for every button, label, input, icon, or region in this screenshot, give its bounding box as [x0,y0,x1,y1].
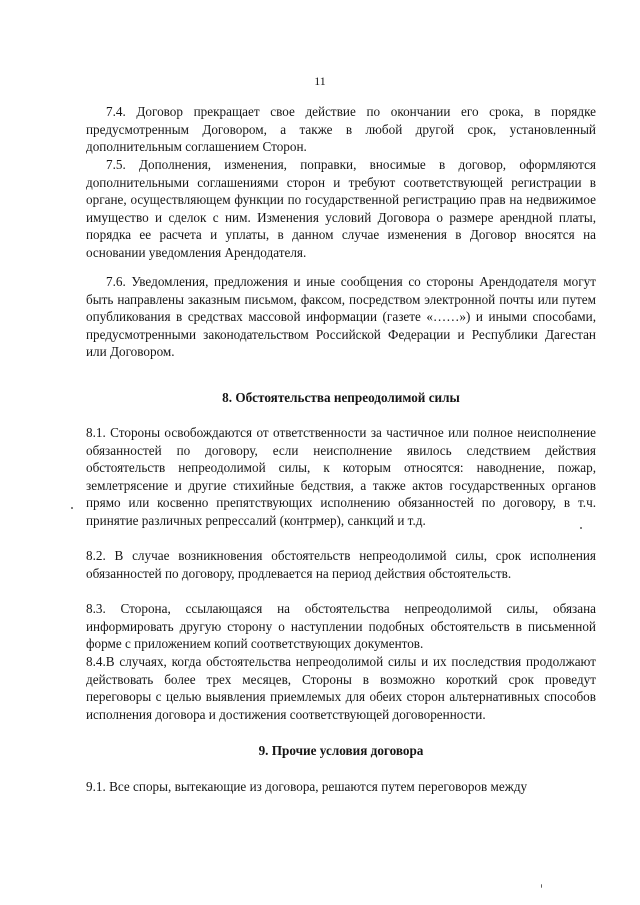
section-9-heading: 9. Прочие условия договора [258,743,424,758]
clause-8-1: 8.1. Стороны освобождаются от ответственности за частичное или полное неисполнение обязанностей по договору, если неисполнение явилось следствием действия обстоятельств непреодолимой силы, к которым относятся: наводнение, пожар, землетрясение и другие стихийные бедствия, а также актов государственных органов прямо или косвенно препятствующих исполнению обязанностей по договору, в т.ч. принятие различных репрессалий (контрмер), санкций и т.д. [86,425,596,528]
scan-speck [580,527,582,529]
clause-7-4: 7.4. Договор прекращает свое действие по окончании его срока, в порядке предусмотренным Договором, а также в любой другой срок, установленный дополнительным соглашением Сторон. [86,104,596,155]
clause-7-5: 7.5. Дополнения, изменения, поправки, вносимые в договор, оформляются дополнительными соглашениями сторон и требуют соответствующей регистрации в органе, осуществляющем функции по государственной регистрацию прав на недвижимое имущество и сделок с ним. Изменения условий Договора о размере арендной платы, порядка ее расчета и уплаты, в данном случае изменения в Договор вносятся на основании уведомления Арендодателя. [86,157,596,260]
clause-8-4: 8.4.В случаях, когда обстоятельства непреодолимой силы и их последствия продолжают действовать более трех месяцев, Стороны в возможно короткий срок проведут переговоры с целью выявления приемлемых для обеих сторон альтернативных способов исполнения договора и достижения соответствующей договоренности. [86,654,596,722]
clause-7-6: 7.6. Уведомления, предложения и иные сообщения со стороны Арендодателя могут быть направлены заказным письмом, факсом, посредством электронной почты или путем опубликования в средствах массовой информации (газете «……») и иными способами, предусмотренными законодательством Российской Федерации и Республики Дагестан или Договором. [86,274,596,360]
clause-8-3: 8.3. Сторона, ссылающаяся на обстоятельства непреодолимой силы, обязана информировать другую сторону о наступлении подобных обстоятельств в письменной форме с приложением копий соответствующих документов. [86,601,596,652]
scan-speck [541,884,542,888]
clause-8-2: 8.2. В случае возникновения обстоятельств непреодолимой силы, срок исполнения обязанностей по договору, продлевается на период действия обстоятельств. [86,548,596,581]
clause-9-1: 9.1. Все споры, вытекающие из договора, решаются путем переговоров между [86,779,528,794]
scan-speck [71,507,73,509]
section-8-heading: 8. Обстоятельства непреодолимой силы [222,390,460,405]
page-number: 11 [314,74,326,88]
